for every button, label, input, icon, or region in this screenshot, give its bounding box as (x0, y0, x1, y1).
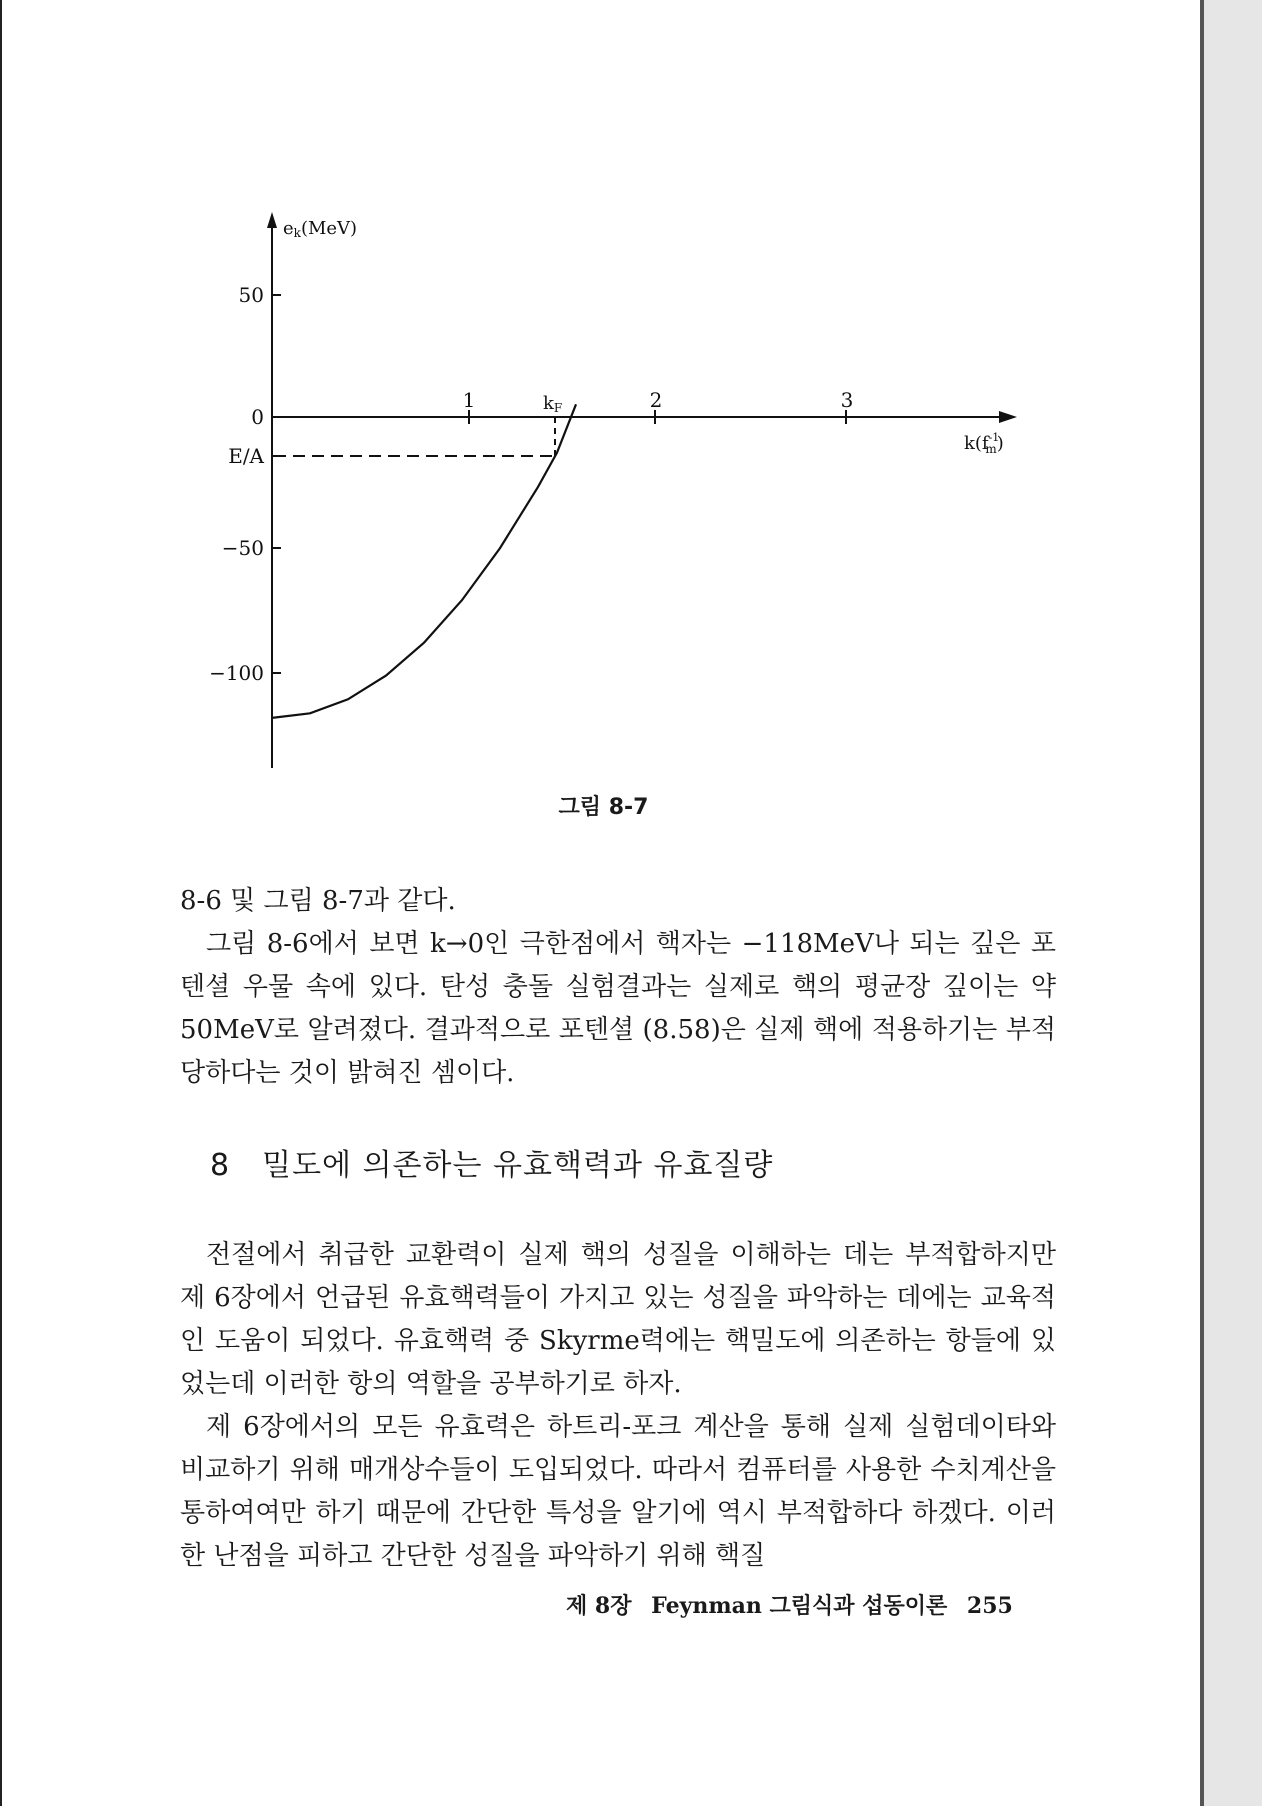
energy-curve-figure (2, 0, 1205, 780)
section-heading (210, 1140, 773, 1184)
ea-label: E/A (228, 444, 264, 468)
body-text-lower (180, 1234, 1056, 1578)
figure-caption: 그림 8-7 (558, 795, 649, 820)
paragraph-4: 제 6장에서의 모든 유효력은 하트리-포크 계산을 통해 실제 실험데이타와 비교하기 위해 매개상수들이 도입되었다. 따라서 컴퓨터를 사용한 수치계산을 통하여여만 하기 때문에 간단한 특성을 알기에 역시 부적합하다 하겠다. 이러한 난점을 피하고 간단한 성질을 파악하기 위해 핵질 (180, 1412, 1056, 1571)
paragraph-2: 그림 8-6에서 보면 k→0인 극한점에서 핵자는 −118MeV나 되는 깊은 포텐셜 우물 속에 있다. 탄성 충돌 실험결과는 실제로 핵의 평균장 깊이는 약 50MeV로 알려졌다. 결과적으로 포텐셜 (8.58)은 실제 핵에 적용하기는 부적당하다는 것이 밝혀진 셈이다. (180, 929, 1056, 1088)
x-tick-label-3: 3 (840, 388, 854, 412)
x-tick-label-1: 1 (462, 388, 476, 412)
energy-curve (272, 404, 576, 718)
y-axis-arrow (267, 212, 277, 228)
x-axis-arrow (999, 411, 1017, 423)
y-tick-label-0: 0 (251, 405, 264, 429)
y-tick-label-minus50: −50 (221, 536, 264, 560)
x-tick-label-2: 2 (649, 388, 663, 412)
body-text-upper (180, 880, 1056, 1095)
viewer-gutter (1204, 0, 1262, 1806)
y-tick-label-minus100: −100 (209, 661, 264, 685)
section-number: 8 (210, 1148, 231, 1183)
page-number: 255 (966, 1593, 1013, 1619)
kf-label: kF (543, 393, 563, 415)
y-tick-label-50: 50 (238, 283, 264, 307)
paragraph-3: 전절에서 취급한 교환력이 실제 핵의 성질을 이해하는 데는 부적합하지만 제 6장에서 언급된 유효핵력들이 가지고 있는 성질을 파악하는 데에는 교육적인 도움이 되었다. 유효핵력 중 Skyrme력에는 핵밀도에 의존하는 항들에 있었는데 이러한 항의 역할을 공부하기로 하자. (180, 1240, 1056, 1399)
footer-chapter: 제 8장 (566, 1593, 632, 1619)
page-footer (566, 1589, 1025, 1620)
x-axis-label: $k(f^{-1}$ m) (964, 431, 1004, 456)
footer-title: Feynman 그림식과 섭동이론 (651, 1593, 948, 1619)
paragraph-1: 8-6 및 그림 8-7과 같다. (180, 886, 456, 916)
y-axis-label: ek(MeV) (283, 218, 358, 240)
section-title: 밀도에 의존하는 유효핵력과 유효질량 (262, 1148, 774, 1183)
